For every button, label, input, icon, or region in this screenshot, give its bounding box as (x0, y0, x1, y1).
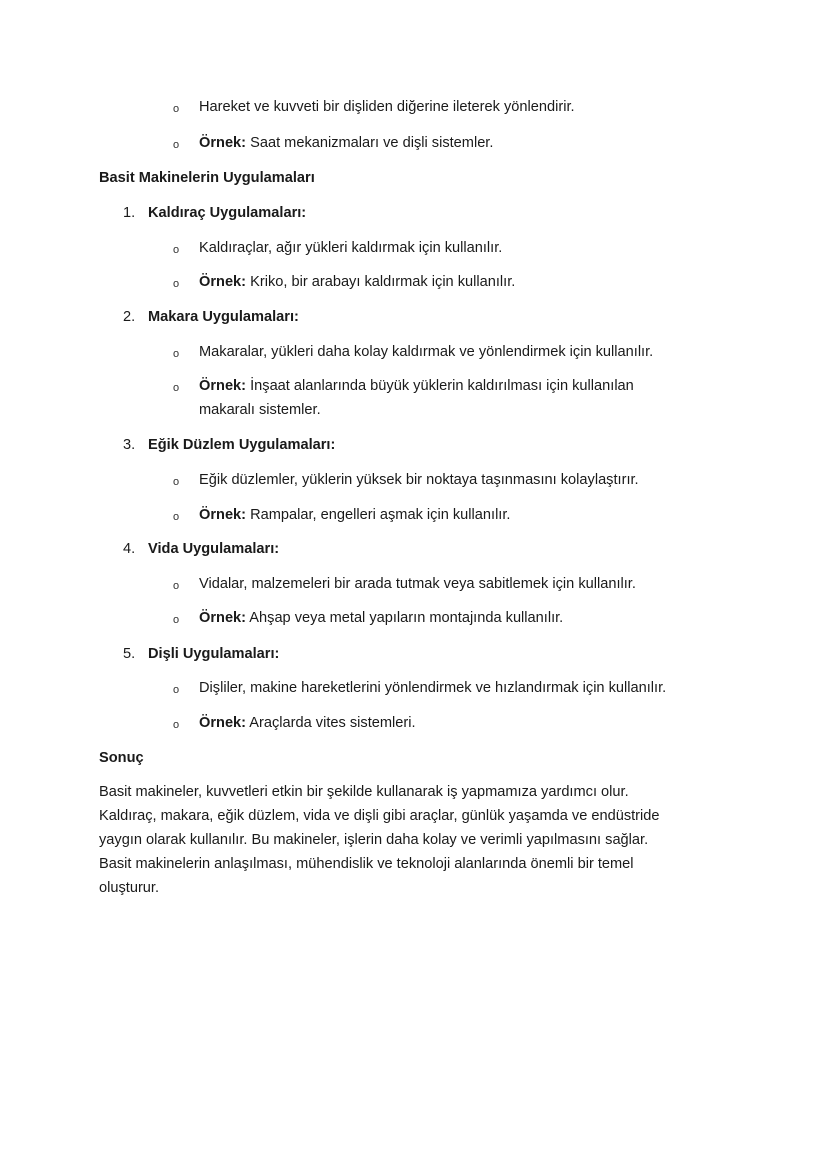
conclusion-line: Basit makinelerin anlaşılması, mühendislik ve teknoloji alanlarında önemli bir temel (99, 856, 634, 872)
list-item: Örnek: Kriko, bir arabayı kaldırmak için kullanılır. (199, 274, 516, 290)
application-title: Dişli Uygulamaları: (148, 646, 280, 662)
list-number: 4. (123, 541, 136, 557)
list-number: 1. (123, 205, 136, 221)
list-item: Makaralar, yükleri daha kolay kaldırmak ve yönlendirmek için kullanılır. (199, 344, 654, 360)
list-item: Örnek: Araçlarda vites sistemleri. (199, 715, 416, 731)
bullet-marker: o (173, 719, 180, 731)
conclusion-line: Kaldıraç, makara, eğik düzlem, vida ve dişli gibi araçlar, günlük yaşamda ve endüstride (99, 808, 660, 824)
conclusion-line: Basit makineler, kuvvetleri etkin bir şekilde kullanarak iş yapmamıza yardımcı olur. (99, 784, 629, 800)
bullet-marker: o (173, 476, 180, 488)
bullet-marker: o (173, 511, 180, 523)
conclusion-line: oluşturur. (99, 880, 160, 896)
bullet-marker: o (173, 614, 180, 626)
application-title: Eğik Düzlem Uygulamaları: (148, 437, 336, 453)
list-number: 5. (123, 646, 136, 662)
conclusion-line: yaygın olarak kullanılır. Bu makineler, işlerin daha kolay ve verimli yapılmasını sağlar. (99, 832, 649, 848)
bullet-marker: o (173, 278, 180, 290)
application-title: Makara Uygulamaları: (148, 309, 299, 325)
bullet-marker: o (173, 244, 180, 256)
list-item: Kaldıraçlar, ağır yükleri kaldırmak için kullanılır. (199, 240, 503, 256)
list-item: Hareket ve kuvveti bir dişliden diğerine ileterek yönlendirir. (199, 99, 575, 115)
bullet-marker: o (173, 348, 180, 360)
list-item: Örnek: İnşaat alanlarında büyük yüklerin kaldırılması için kullanılan (199, 378, 634, 394)
list-item: Örnek: Rampalar, engelleri aşmak için kullanılır. (199, 507, 511, 523)
list-item: Vidalar, malzemeleri bir arada tutmak veya sabitlemek için kullanılır. (199, 576, 636, 592)
list-item-continuation: makaralı sistemler. (199, 402, 321, 418)
conclusion-heading: Sonuç (99, 750, 144, 766)
section-heading: Basit Makinelerin Uygulamaları (99, 170, 315, 186)
list-number: 3. (123, 437, 136, 453)
bullet-marker: o (173, 684, 180, 696)
bullet-marker: o (173, 580, 180, 592)
application-title: Vida Uygulamaları: (148, 541, 280, 557)
list-item: Örnek: Saat mekanizmaları ve dişli sistemler. (199, 135, 494, 151)
bullet-marker: o (173, 139, 180, 151)
list-item: Dişliler, makine hareketlerini yönlendirmek ve hızlandırmak için kullanılır. (199, 680, 667, 696)
application-title: Kaldıraç Uygulamaları: (148, 205, 307, 221)
list-number: 2. (123, 309, 136, 325)
bullet-marker: o (173, 103, 180, 115)
list-item: Örnek: Ahşap veya metal yapıların montajında kullanılır. (199, 610, 564, 626)
bullet-marker: o (173, 382, 180, 394)
list-item: Eğik düzlemler, yüklerin yüksek bir noktaya taşınmasını kolaylaştırır. (199, 472, 639, 488)
